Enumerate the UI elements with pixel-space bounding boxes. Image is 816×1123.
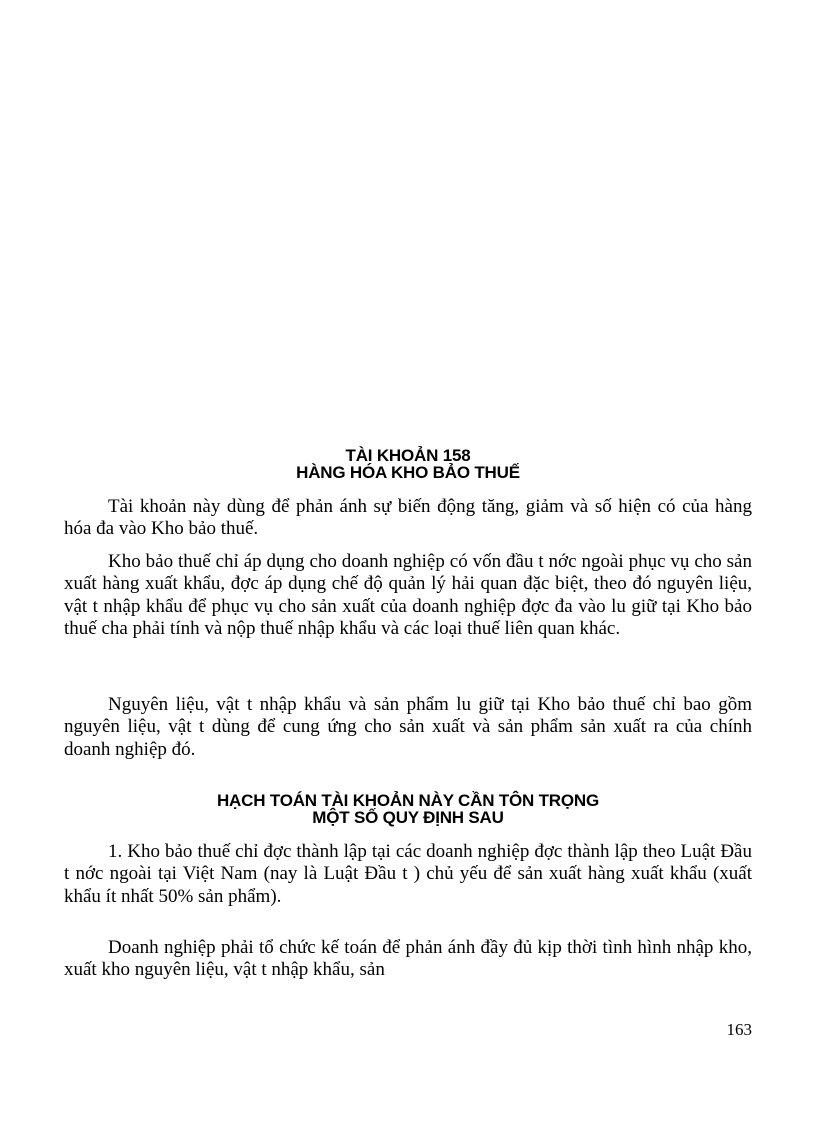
rules-heading (60, 792, 756, 826)
rules-heading-line-2: MỘT SỐ QUY ĐỊNH SAU (312, 808, 504, 827)
paragraph-intro-1: Tài khoản này dùng để phản ánh sự biến động tăng, giảm và số hiện có của hàng hóa đa vào Kho bảo thuế. (64, 496, 752, 540)
account-subtitle: HÀNG HÓA KHO BẢO THUẾ (296, 463, 520, 482)
page-number: 163 (726, 1020, 752, 1039)
paragraph-rule-2: Doanh nghiệp phải tổ chức kế toán để phản ánh đầy đủ kịp thời tình hình nhập kho, xuất kho nguyên liệu, vật t nhập khẩu, sản (64, 937, 752, 981)
rules-heading-line-1: HẠCH TOÁN TÀI KHOẢN NÀY CẦN TÔN TRỌNG (216, 791, 600, 810)
paragraph-rule-1: 1. Kho bảo thuế chỉ đợc thành lập tại các doanh nghiệp đợc thành lập theo Luật Đầu t nớc ngoài tại Việt Nam (nay là Luật Đầu t ) chủ yếu để sản xuất hàng xuất khẩu (xuất khẩu ít nhất 50% sản phẩm). (64, 841, 752, 907)
paragraph-intro-3: Nguyên liệu, vật t nhập khẩu và sản phẩm lu giữ tại Kho bảo thuế chỉ bao gồm nguyên liệu, vật t dùng để cung ứng cho sản xuất và sản phẩm sản xuất ra của chính doanh nghiệp đó. (64, 694, 752, 760)
account-heading (60, 447, 756, 481)
paragraph-intro-2: Kho bảo thuế chỉ áp dụng cho doanh nghiệp có vốn đầu t nớc ngoài phục vụ cho sản xuất hàng xuất khẩu, đợc áp dụng chế độ quản lý hải quan đặc biệt, theo đó nguyên liệu, vật t nhập khẩu để phục vụ cho sản xuất của doanh nghiệp đợc đa vào lu giữ tại Kho bảo thuế cha phải tính và nộp thuế nhập khẩu và các loại thuế liên quan khác. (64, 551, 752, 640)
account-title: TÀI KHOẢN 158 (345, 446, 471, 465)
